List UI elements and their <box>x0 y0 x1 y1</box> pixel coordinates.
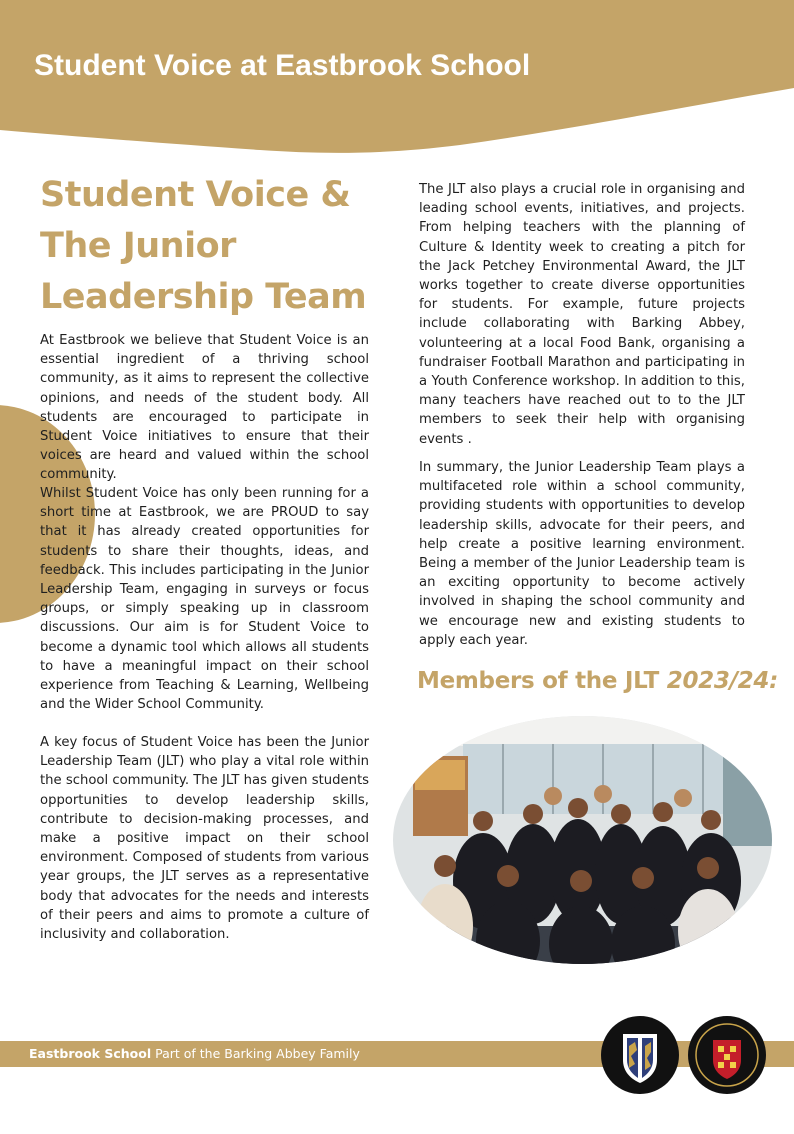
paragraph: Whilst Student Voice has only been running for a short time at Eastbrook, we are PROUD to say that it has already created opportunities for students to share their thoughts, ideas, and feedback. This includes participating in the Junior Leadership Team, engaging in surveys or focus groups, or simply speaking up in classroom discussions. Our aim is for Student Voice to become a dynamic tool which allows all students to have a meaningful impact on their school experience from Teaching & Learning, Wellbeing and the Wider School Community. <box>40 486 369 713</box>
paragraph: The JLT also plays a crucial role in organising and leading school events, initiatives, and projects. From helping teachers with the planning of Culture & Identity week to creating a pitch for the Jack Petchey Environmental Award, the JLT works together to create diverse opportunities for students. For example, future projects include collaborating with Barking Abbey, volunteering at a local Food Bank, organising a fundraiser Football Marathon and participating in a Youth Conference workshop. In addition to this, many teachers have reached out to to the JLT members to seek their help with organising events . <box>419 182 745 447</box>
heading-line: Student Voice & <box>40 175 351 215</box>
heading-line: The Junior <box>40 226 236 266</box>
paragraph: A key focus of Student Voice has been the Junior Leadership Team (JLT) who play a vital role within the school community. The JLT has given students opportunities to develop leadership skills, contribute to decision-making processes, and make a positive impact on their school environment. Composed of students from various year groups, the JLT serves as a representative body that advocates for the needs and interests of their peers and aims to promote a culture of inclusivity and collaboration. <box>40 735 369 943</box>
footer-tagline: Part of the Barking Abbey Family <box>151 1046 360 1061</box>
members-label: Members of the JLT <box>417 668 667 694</box>
heading-line: Leadership Team <box>40 277 367 317</box>
section-heading <box>40 170 366 323</box>
footer-text <box>29 1046 360 1061</box>
members-heading <box>417 668 778 694</box>
team-photo <box>393 716 772 964</box>
barking-abbey-crest-icon <box>688 1016 766 1094</box>
eastbrook-crest-icon <box>601 1016 679 1094</box>
footer-school-name: Eastbrook School <box>29 1046 152 1061</box>
members-year: 2023/24: <box>666 668 778 694</box>
page-title: Student Voice at Eastbrook School <box>34 49 531 82</box>
paragraph: In summary, the Junior Leadership Team plays a multifaceted role within a school community, providing students with opportunities to develop leadership skills, advocate for their peers, and help create a positive learning environment. Being a member of the Junior Leadership team is an exciting opportunity to become actively involved in shaping the school community and we encourage new and existing students to apply each year. <box>419 460 745 648</box>
paragraph: At Eastbrook we believe that Student Voice is an essential ingredient of a thriving school community, as it aims to represent the collective opinions, and needs of the student body. All students are encouraged to participate in Student Voice initiatives to ensure that their voices are heard and valued within the school community. <box>40 333 369 483</box>
